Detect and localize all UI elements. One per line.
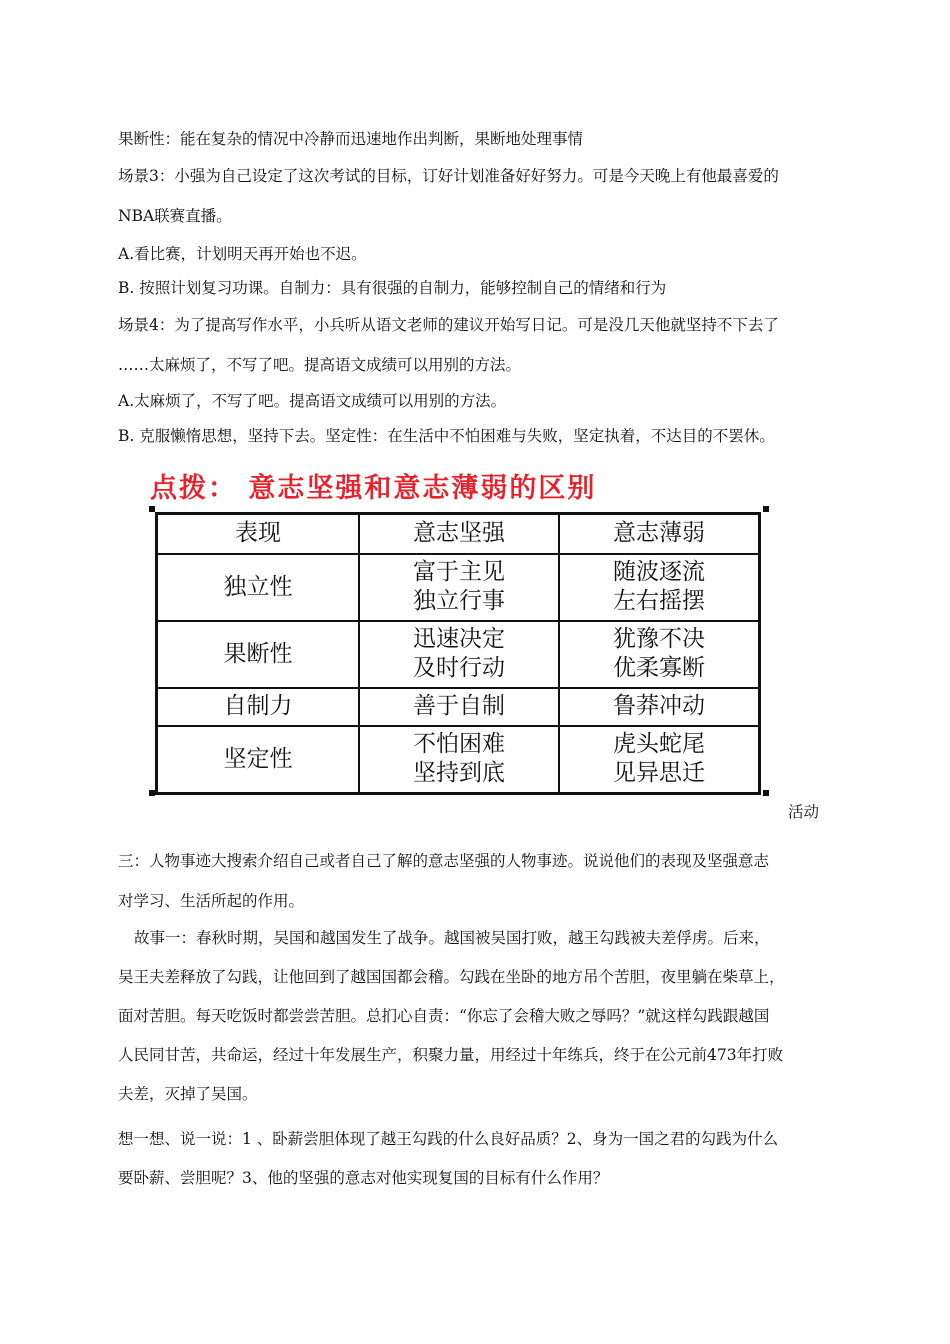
header-cell: 意志坚强 xyxy=(359,514,559,554)
strong-cell xyxy=(359,621,559,688)
cell-line: 虎头蛇尾 xyxy=(612,731,705,758)
figure-title: 点拨： 意志坚强和意志薄弱的区别 xyxy=(150,473,597,504)
section3-line2: 对学习、生活所起的作用。 xyxy=(118,892,305,910)
table-row xyxy=(157,726,760,794)
cell-line: 坚持到底 xyxy=(412,760,505,787)
paragraph-scene4: 场景4：为了提高写作水平，小兵听从语文老师的建议开始写日记。可是没几天他就坚持不下去了 xyxy=(118,316,779,334)
header-cell: 表现 xyxy=(157,514,359,554)
option-a-scene3: A.看比赛，计划明天再开始也不迟。 xyxy=(118,245,367,263)
cell-line: 善于自制 xyxy=(412,693,505,719)
weak-cell xyxy=(559,621,760,688)
cell-line: 左右摇摆 xyxy=(612,588,705,614)
strong-cell xyxy=(359,726,559,794)
trait-cell: 自制力 xyxy=(157,688,359,726)
section3-line1: 三：人物事迹大搜索介绍自己或者自己了解的意志坚强的人物事迹。说说他们的表现及坚强意志 xyxy=(118,852,770,870)
cell-line: 鲁莽冲动 xyxy=(612,693,705,719)
option-b-scene3: B. 按照计划复习功课。自制力：具有很强的自制力，能够控制自己的情绪和行为 xyxy=(118,279,667,297)
cell-line: 不怕困难 xyxy=(412,731,505,758)
paragraph-scene4-cont: ……太麻烦了，不写了吧。提高语文成绩可以用别的方法。 xyxy=(118,356,522,374)
option-b-scene4: B. 克服懒惰思想，坚持下去。坚定性：在生活中不怕困难与失败，坚定执着，不达目的不罢休。 xyxy=(118,427,775,445)
table-row xyxy=(157,554,760,621)
paragraph-scene3: 场景3：小强为自己设定了这次考试的目标，订好计划准备好好努力。可是今天晚上有他最喜爱的 xyxy=(118,167,779,185)
comparison-figure xyxy=(149,506,769,796)
story-line3: 面对苦胆。每天吃饭时都尝尝苦胆。总扪心自责：“你忘了会稽大败之辱吗？”就这样勾践跟越国 xyxy=(118,1007,770,1025)
strong-cell xyxy=(359,554,559,621)
trait-cell: 坚定性 xyxy=(157,726,359,794)
table-row xyxy=(157,621,760,688)
option-a-scene4: A.太麻烦了，不写了吧。提高语文成绩可以用别的方法。 xyxy=(118,392,507,410)
activity-label: 活动 xyxy=(788,803,820,821)
cell-line: 富于主见 xyxy=(412,559,505,585)
corner-mark xyxy=(763,790,769,796)
weak-cell xyxy=(559,688,760,726)
cell-line: 及时行动 xyxy=(412,655,505,681)
weak-cell xyxy=(559,726,760,794)
cell-line: 独立行事 xyxy=(412,588,505,614)
cell-line: 迅速决定 xyxy=(412,626,505,652)
story-line1: 故事一：春秋时期，吴国和越国发生了战争。越国被吴国打败，越王勾践被夫差俘虏。后来， xyxy=(134,929,770,947)
comparison-table xyxy=(155,512,761,795)
cell-line: 见异思迁 xyxy=(612,760,705,787)
story-line2: 吴王夫差释放了勾践，让他回到了越国国都会稽。勾践在坐卧的地方吊个苦胆，夜里躺在柴草上， xyxy=(118,968,785,986)
story-line4: 人民同甘苦，共命运，经过十年发展生产，积聚力量，用经过十年练兵，终于在公元前473年打败 xyxy=(118,1046,784,1064)
header-cell: 意志薄弱 xyxy=(559,514,760,554)
cell-line: 优柔寡断 xyxy=(612,655,705,681)
weak-cell xyxy=(559,554,760,621)
story-line5: 夫差，灭掉了吴国。 xyxy=(118,1085,258,1103)
trait-cell: 果断性 xyxy=(157,621,359,688)
corner-mark xyxy=(763,506,769,512)
paragraph-decisiveness: 果断性：能在复杂的情况中冷静而迅速地作出判断，果断地处理事情 xyxy=(118,130,584,148)
questions-line1: 想一想、说一说：1 、卧薪尝胆体现了越王勾践的什么良好品质？2、身为一国之君的勾践为什么 xyxy=(118,1130,779,1148)
strong-cell xyxy=(359,688,559,726)
paragraph-scene3-cont: NBA联赛直播。 xyxy=(118,207,232,225)
cell-line: 随波逐流 xyxy=(612,559,705,585)
trait-cell: 独立性 xyxy=(157,554,359,621)
questions-line2: 要卧薪、尝胆呢？3、他的坚强的意志对他实现复国的目标有什么作用？ xyxy=(118,1169,609,1187)
table-header-row xyxy=(157,514,760,554)
cell-line: 犹豫不决 xyxy=(612,626,705,652)
table-row xyxy=(157,688,760,726)
